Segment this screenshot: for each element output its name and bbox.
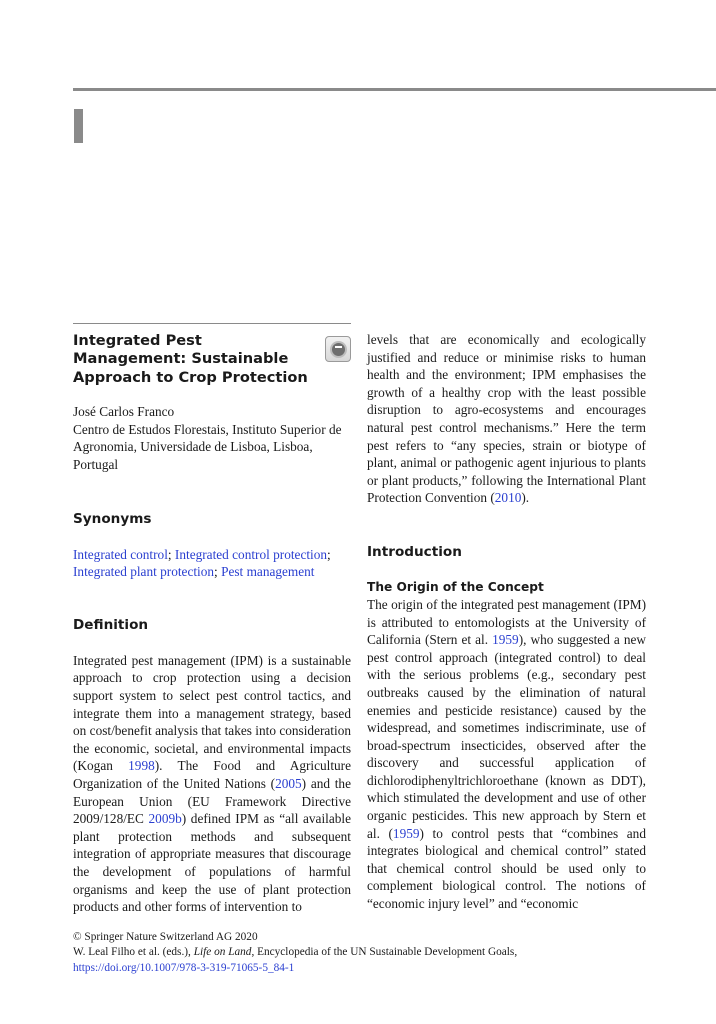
definition-text: Integrated pest management (IPM) is a sustainable approach to crop protection using a decision support system to select pest control tactics, and integrate them into a management strategy, based on cost/benefit analysis that takes into consideration the economic, societal, and environmental impacts (Kogan	[73, 652, 351, 774]
synonym-separator: ;	[214, 564, 222, 580]
right-column	[367, 331, 646, 913]
citation-link[interactable]: 2010	[494, 490, 522, 506]
synonym-separator: ;	[327, 546, 331, 562]
citation-suffix: , Encyclopedia of the UN Sustainable Development Goals,	[251, 946, 518, 959]
introduction-paragraph	[367, 596, 646, 913]
doi-link[interactable]: https://doi.org/10.1007/978-3-319-71065-5_84-1	[73, 961, 295, 974]
left-column	[73, 323, 351, 916]
citation-link[interactable]: 1998	[128, 758, 155, 774]
synonym-link[interactable]: Integrated control protection	[174, 546, 328, 562]
definition-paragraph-continued	[367, 331, 646, 507]
top-rule	[73, 88, 716, 91]
title-rule	[73, 323, 351, 324]
author-affiliation: Centro de Estudos Florestais, Instituto Superior de Agronomia, Universidade de Lisboa, Lisboa, Portugal	[73, 421, 342, 472]
definition-paragraph	[73, 652, 351, 916]
synonyms-heading: Synonyms	[73, 510, 152, 527]
citation-link[interactable]: 1959	[492, 632, 519, 648]
book-title: Life on Land	[193, 946, 252, 959]
author-name: José Carlos Franco	[73, 404, 175, 420]
citation-link[interactable]: 2009b	[148, 811, 182, 827]
crossmark-icon[interactable]	[325, 336, 351, 362]
definition-text: ). The Food and Agriculture Organization of the United Nations (	[73, 758, 352, 791]
citation-prefix: W. Leal Filho et al. (eds.),	[73, 946, 194, 959]
definition-text-continued: ) defined IPM as “all available plant protection methods and subsequent integration of appropriate measures that discourage the development of populations of harmful organisms and keep the use of plant protection products and other forms of intervention to	[73, 811, 351, 915]
title-row	[73, 332, 351, 387]
citation-link[interactable]: 1959	[392, 825, 420, 841]
introduction-heading: Introduction	[367, 543, 462, 560]
synonym-link[interactable]: Integrated plant protection	[73, 564, 215, 580]
definition-heading: Definition	[73, 616, 149, 633]
article-title: Integrated Pest Management: Sustainable Approach to Crop Protection	[73, 332, 308, 386]
introduction-text: ) to control pests that “combines and integrates biological and chemical control” stated that chemical control should be used only to complement biological control. The notions of “economic injury level” and “economic	[367, 825, 646, 912]
synonyms-list	[73, 546, 351, 581]
introduction-text: The origin of the integrated pest management (IPM) is attributed to entomologists at the University of California (Stern et al.	[367, 596, 646, 648]
chapter-letter-mark	[74, 109, 83, 143]
definition-text: ) and the European Union (EU Framework Directive 2009/128/EC	[73, 775, 351, 827]
synonym-link[interactable]: Integrated control	[73, 546, 168, 562]
footer	[73, 930, 633, 976]
introduction-text: ), who suggested a new pest control approach (integrated control) to deal with the serious problems (e.g., secondary pest outbreaks caused by the elimination of natural enemies and pesticide resistance) caused by the widespread, and sometimes indiscriminate, use of broad-spectrum insecticides, observed after the discovery and successful application of dichlorodiphenyltrichloroethane (known as DDT), which stimulated the development and use of other organic pesticides. This new approach by Stern et al. (	[367, 632, 646, 841]
definition-text: ).	[521, 490, 530, 506]
copyright-line: © Springer Nature Switzerland AG 2020	[73, 931, 258, 943]
synonym-separator: ;	[167, 546, 175, 562]
origin-subheading: The Origin of the Concept	[367, 579, 544, 594]
crossmark-badge	[330, 341, 347, 358]
citation-line	[73, 945, 633, 960]
synonym-link[interactable]: Pest management	[221, 564, 315, 580]
citation-link[interactable]: 2005	[275, 775, 302, 791]
definition-text: levels that are economically and ecologically justified and reduce or minimise risks to human health and the environment; IPM emphasises the growth of a healthy crop with the least possible disruption to agro-ecosystems and encourages natural pest control mechanisms.” Here the term pest refers to “any species, strain or biotype of plant, animal or pathogenic agent injurious to plants or plant products,” following the International Plant Protection Convention (	[367, 332, 646, 506]
